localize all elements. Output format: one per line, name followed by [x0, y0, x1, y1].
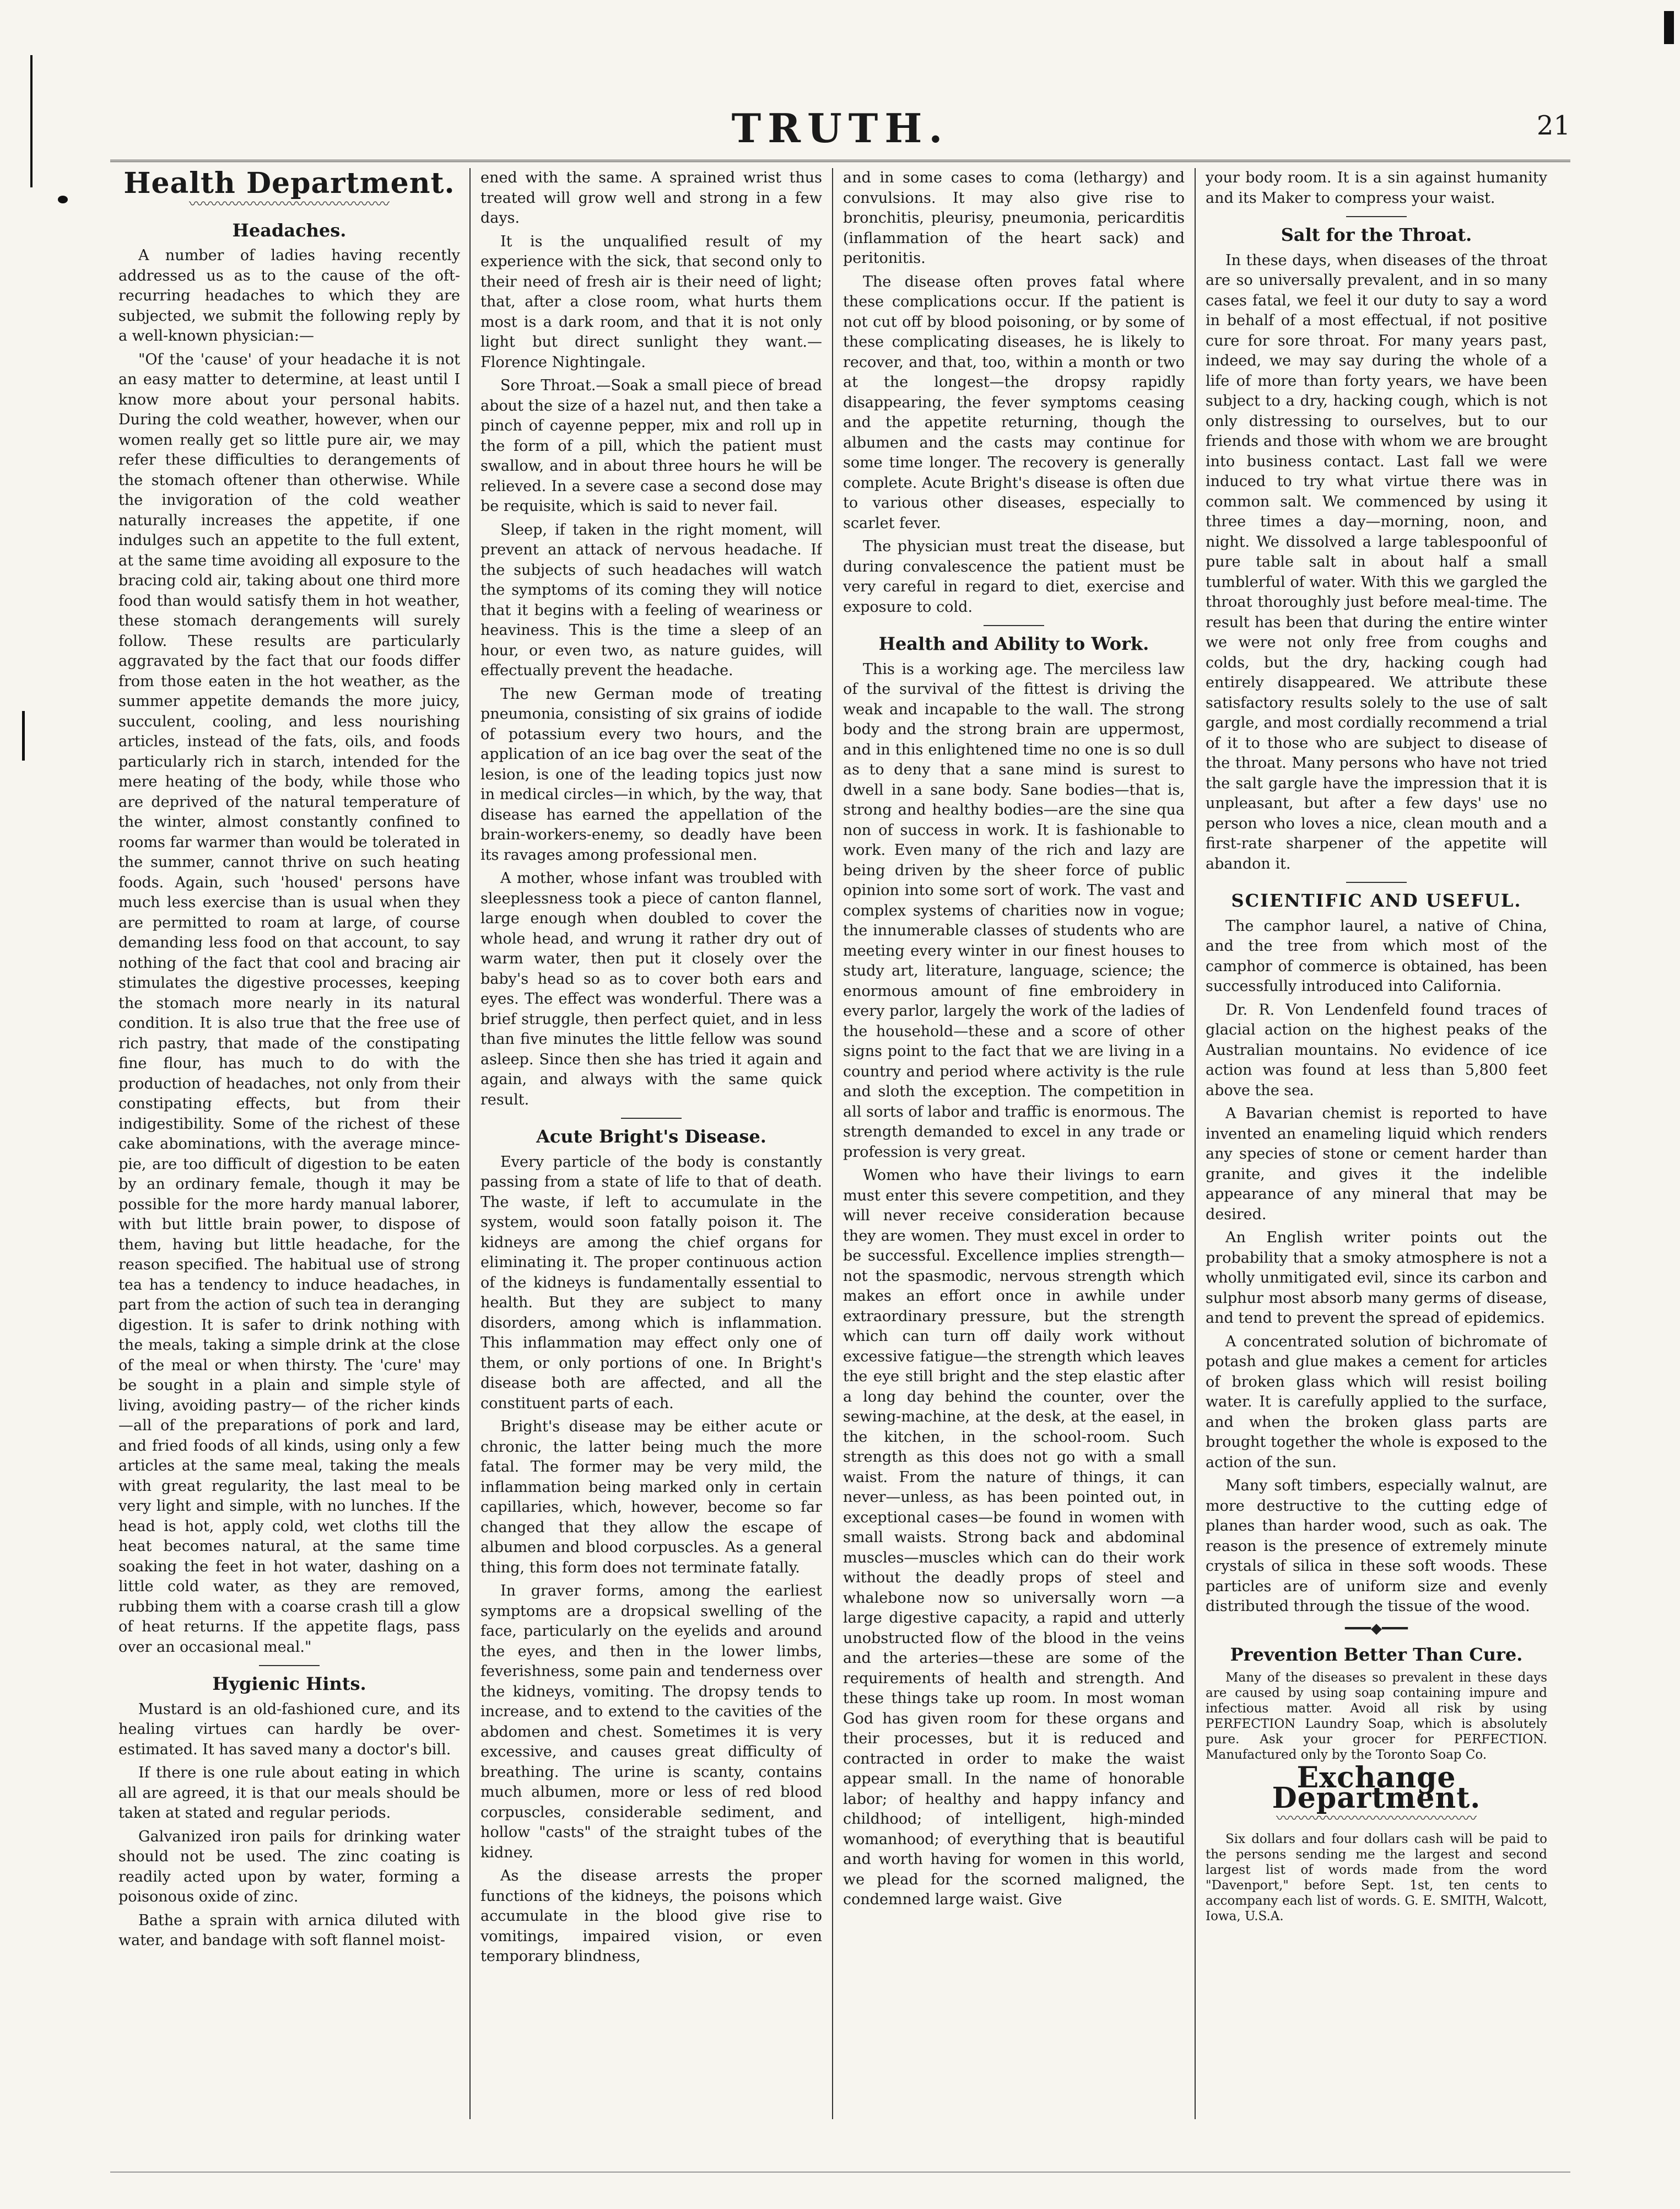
- column-3: [843, 168, 1185, 2130]
- bottom-rule: [110, 2172, 1570, 2173]
- continued-para: your body room. It is a sin against humanity and its Maker to compress your waist.: [1206, 169, 1547, 207]
- salt-para: In these days, when diseases of the throat are so universally prevalent, and in so many cases fatal, we feel it our duty to say a word in behalf of a most effectual, if not positive cure for sore throat. For many years past, indeed, we may say during the whole of a life of more than forty years, we have been subject to a dry, hacking cough, which is not only distressing to ourselves, but to our friends and those with whom we are brought into business contact. Last fall we were induced to try what virtue there was in common salt. We commenced by using it three times a day—morning, noon, and night. We dissolved a large tablespoonful of pure table salt in about half a small tumblerful of water. With this we gargled the throat thoroughly just before meal-time. The result has been that during the entire winter we were not only free from coughs and colds, but the dry, hacking cough had entirely disappeared. We attribute these satisfactory results solely to the use of salt gargle, and most cordially recommend a trial of it to those who are subject to disease of the throat. Many persons who have not tried the salt gargle have the impression that it is unpleasant, but after a few days' use no person who loves a nice, clean mouth and a first-rate sharpener of the appetite will abandon it.: [1206, 251, 1547, 872]
- health-tip-para: A mother, whose infant was troubled with sleeplessness took a piece of canton flannel, large enough when doubled to cover the whole head, and wrung it rather dry out of warm water, then put it closely over the baby's head so as to cover both ears and eyes. The effect was wonderful. There was a brief struggle, then perfect quiet, and in less than five minutes the little fellow was sound asleep. Since then she has tried it again and again, and always with the same quick result.: [480, 870, 822, 1108]
- bullet-dot-icon: [58, 196, 68, 203]
- section-rule: [1346, 882, 1407, 883]
- section-rule: [984, 625, 1044, 626]
- work-para: Women who have their livings to earn must enter this severe competition, and they will never receive consideration because they are women. They must excel in order to be successful. Excellence implies strength—not the spasmodic, nervous strength which makes an effort once in awhile under extraordinary pressure, but the strength which can turn off daily work without excessive fatigue—the strength which leaves the eye still bright and the step elastic after a long day behind the counter, over the sewing-machine, at the desk, at the easel, in the kitchen, in the school-room. Such strength as this does not go with a small waist. From the nature of things, it can never—unless, as has been pointed out, in exceptional cases—be found in women with small waists. Strong back and abdominal muscles—muscles which can do their work without the deadly props of steel and whalebone now so universally worn —a large digestive capacity, a rapid and utterly unobstructed flow of the blood in the veins and the arteries—these are some of the requirements of health and strength. And these things take up room. In most woman God has given room for these organs and their processes, but it is reduced and contracted in order to make the waist appear small. In the name of honorable labor; of healthy and happy infancy and childhood; of intelligent, high-minded womanhood; of everything that is beautiful and worth having for women in this world, we plead for the scorned maligned, the condemned large waist. Give: [843, 1167, 1185, 1908]
- scientific-para: Dr. R. Von Lendenfeld found traces of glacial action on the highest peaks of the Australian mountains. No evidence of ice action was found at less than 5,800 feet above the sea.: [1206, 1001, 1547, 1099]
- prevention-ad-text: Many of the diseases so prevalent in these days are caused by using soap containing impure and infectious matter. Avoid all risk by using PERFECTION Laundry Soap, which is absolutely pure. Ask your grocer for PERFECTION. Manufactured only by the Toronto Soap Co.: [1206, 1671, 1547, 1762]
- column-divider-3: [1195, 168, 1196, 2119]
- headaches-intro: A number of ladies having recently addressed us as to the cause of the oft-recurring headaches to which they are subjected, we submit the following reply by a well-known physician:—: [118, 247, 460, 344]
- exchange-notice-text: Six dollars and four dollars cash will be paid to the persons sending me the largest and second largest list of words made from the word "Davenport," before Sept. 1st, ten cents to accompany each list of words. G. E. SMITH, Walcott, Iowa, U.S.A.: [1206, 1832, 1547, 1924]
- section-rule: [621, 1118, 682, 1119]
- scientific-para: A Bavarian chemist is reported to have invented an enameling liquid which renders any species of stone or cement harder than granite, and gives it the indelible appearance of any mineral that may be desired.: [1206, 1105, 1547, 1223]
- salt-throat-heading: Salt for the Throat.: [1281, 224, 1472, 245]
- brights-disease-heading: Acute Bright's Disease.: [536, 1126, 766, 1147]
- header-rule: [110, 160, 1570, 162]
- brights-para: In graver forms, among the earliest symptoms are a dropsical swelling of the face, particularly on the eyelids and around the eyes, and then in the lower limbs, feverishness, some pain and tenderness over the kidneys, vomiting. The dropsy tends to increase, and to extend to the cavities of the abdomen and chest. Sometimes it is very excessive, and causes great difficulty of breathing. The urine is scanty, contains much albumen, more or less of red blood corpuscles, considerable sediment, and hollow "casts" of the straight tubes of the kidney.: [480, 1582, 822, 1861]
- margin-scan-mark: [22, 711, 25, 761]
- brights-para: Every particle of the body is constantly passing from a state of life to that of death. The waste, if left to accumulate in the system, would soon fatally poison it. The kidneys are among the chief organs for eliminating it. The proper continuous action of the kidneys is fundamentally essential to health. But they are subject to many disorders, among which is inflammation. This inflammation may effect only one of them, or only portions of one. In Bright's disease both are affected, and all the constituent parts of each.: [480, 1153, 822, 1412]
- scientific-para: Many soft timbers, especially walnut, are more destructive to the cutting edge of planes than harder wood, such as oak. The reason is the presence of extremely minute crystals of silica in these soft woods. These particles are of uniform size and evenly distributed through the tissue of the wood.: [1206, 1477, 1547, 1615]
- column-1: [118, 168, 460, 2130]
- masthead: [110, 105, 1570, 154]
- hygienic-hints-heading: Hygienic Hints.: [212, 1673, 366, 1694]
- health-department-title: Health Department.: [123, 168, 455, 200]
- ornament-divider-icon: 〰〰〰〰〰〰〰〰〰〰〰〰〰〰: [188, 196, 390, 213]
- margin-scan-mark: [30, 55, 33, 187]
- work-para: This is a working age. The merciless law of the survival of the fittest is driving the weak and incapable to the wall. The strong body and the strong brain are uppermost, and in this enlightened time no one is so dull as to deny that a sane mind is surest to dwell in a sane body. Sane bodies—that is, strong and healthy bodies—are the sine qua non of success in work. It is fashionable to work. Even many of the rich and lazy are being driven by the sheer force of public opinion into some sort of work. The vast and complex systems of charities now in vogue; the innumerable classes of students who are meeting every winter in our finest houses to study art, literature, language, science; the enormous amount of fine embroidery in every parlor, largely the work of the ladies of the household—these and a score of other signs point to the fact that we are living in a country and period where activity is the rule and sloth the exception. The competition in all sorts of labor and traffic is enormous. The strength demanded to excel in any trade or profession is very great.: [843, 660, 1185, 1161]
- hygienic-para: Mustard is an old-fashioned cure, and its healing virtues can hardly be over-estimated. It has saved many a doctor's bill.: [118, 1700, 460, 1758]
- brights-para: The disease often proves fatal where these complications occur. If the patient is not cut off by blood poisoning, or by some of these complicating diseases, he is likely to recover, and that, too, within a month or two at the longest—the dropsy rapidly disappearing, the fever symptoms ceasing and the appetite returning, though the albumen and the casts may continue for some time longer. The recovery is generally complete. Acute Bright's disease is often due to various other diseases, especially to scarlet fever.: [843, 273, 1185, 532]
- headaches-heading: Headaches.: [232, 219, 347, 241]
- brights-para: As the disease arrests the proper functions of the kidneys, the poisons which accumulate in the blood give rise to vomitings, impaired vision, or even temporary blindness,: [480, 1867, 822, 1965]
- health-tip-para: Sleep, if taken in the right moment, will prevent an attack of nervous headache. If the subjects of such headaches will watch the symptoms of its coming they will notice that it begins with a feeling of weariness or heaviness. This is the time a sleep of an hour, or even two, as nature guides, will effectually prevent the headache.: [480, 521, 822, 679]
- prevention-heading: Prevention Better Than Cure.: [1230, 1644, 1523, 1665]
- ornament-divider-icon: ━━━◆━━━: [1345, 1620, 1408, 1637]
- scientific-para: A concentrated solution of bichromate of potash and glue makes a cement for articles of broken glass which will resist boiling water. It is carefully applied to the surface, and when the broken glass parts are brought together the whole is exposed to the action of the sun.: [1206, 1333, 1547, 1471]
- health-tip-para: It is the unqualified result of my experience with the sick, that second only to their need of fresh air is their need of light; that, after a close room, what hurts them most is a dark room, and that it is not only light but direct sunlight they want.—Florence Nightingale.: [480, 233, 822, 371]
- column-2: [480, 168, 822, 2130]
- hygienic-para: Galvanized iron pails for drinking water should not be used. The zinc coating is readily acted upon by water, forming a poisonous oxide of zinc.: [118, 1828, 460, 1905]
- health-tip-para: The new German mode of treating pneumonia, consisting of six grains of iodide of potassium every two hours, and the application of an ice bag over the seat of the lesion, is one of the leading topics just now in medical circles—in which, by the way, that disease has earned the appellation of the brain-workers-enemy, so deadly have been its ravages among professional men.: [480, 685, 822, 864]
- column-divider-1: [469, 168, 471, 2119]
- section-rule: [259, 1665, 320, 1666]
- brights-para: The physician must treat the disease, but during convalescence the patient must be very careful in regard to diet, exercise and exposure to cold.: [843, 538, 1185, 616]
- health-tip-para: Sore Throat.—Soak a small piece of bread about the size of a hazel nut, and then take a pinch of cayenne pepper, mix and roll up in the form of a pill, which the patient must swallow, and in about three hours he will be relieved. In a severe case a second dose may be requisite, which is said to never fail.: [480, 377, 822, 515]
- section-rule: [1346, 216, 1407, 217]
- margin-scan-mark: [1664, 11, 1674, 44]
- health-work-heading: Health and Ability to Work.: [878, 633, 1149, 654]
- scientific-useful-heading: SCIENTIFIC AND USEFUL.: [1231, 890, 1522, 911]
- continued-para: and in some cases to coma (lethargy) and convulsions. It may also give rise to bronchitis, pleurisy, pneumonia, pericarditis (inflammation of the heart sack) and peritonitis.: [843, 169, 1185, 267]
- scientific-para: An English writer points out the probability that a smoky atmosphere is not a wholly unmitigated evil, since its carbon and sulphur most absorb many germs of disease, and tend to prevent the spread of epidemics.: [1206, 1229, 1547, 1327]
- brights-para: Bright's disease may be either acute or chronic, the latter being much the more fatal. The former may be very mild, the inflammation being marked only in certain capillaries, which, however, become so far changed that they allow the escape of albumen and blood corpuscles. As a general thing, this form does not terminate fatally.: [480, 1418, 822, 1576]
- column-4: [1206, 168, 1547, 2130]
- page-number: 21: [1536, 110, 1570, 141]
- column-divider-2: [832, 168, 833, 2119]
- continued-para: ened with the same. A sprained wrist thus treated will grow well and strong in a few days.: [480, 169, 822, 227]
- masthead-title: TRUTH.: [731, 105, 949, 152]
- scientific-para: The camphor laurel, a native of China, and the tree from which most of the camphor of commerce is obtained, has been successfully introduced into California.: [1206, 917, 1547, 995]
- exchange-department-title: Exchange Department.: [1272, 1761, 1481, 1815]
- hygienic-para: If there is one rule about eating in which all are agreed, it is that our meals should be taken at stated and regular periods.: [118, 1764, 460, 1822]
- hygienic-para: Bathe a sprain with arnica diluted with water, and bandage with soft flannel moist-: [118, 1911, 460, 1949]
- headaches-body: "Of the 'cause' of your headache it is not an easy matter to determine, at least until I know more about your personal habits. During the cold weather, however, when our women really get so little pure air, we may refer these difficulties to derangements of the stomach oftener than otherwise. While the invigoration of the cold weather naturally increases the appetite, if one indulges such an appetite to the full extent, at the same time avoiding all exposure to the bracing cold air, taking about one third more food than would satisfy them in hot weather, these stomach derangements will surely follow. These results are particularly aggravated by the fact that our foods differ from those eaten in the hot weather, as the summer appetite demands the more juicy, succulent, cooling, and less nourishing articles, instead of the fats, oils, and foods particularly rich in starch, intended for the mere heating of the body, while those who are deprived of the natural temperature of the winter, almost constantly confined to rooms far warmer than would be tolerated in the summer, cannot thrive on such heating foods. Again, such 'housed' persons have much less exercise than is usual when they are permitted to roam at large, of course demanding less food on that account, to say nothing of the fact that cool and bracing air stimulates the digestive processes, keeping the stomach more nearly in its natural condition. It is also true that the free use of rich pastry, that made of the constipating fine flour, has much to do with the production of headaches, not only from their constipating effects, but from their indigestibility. Some of the richest of these cake abominations, with the average mince-pie, are too difficult of digestion to be eaten by an ordinary female, though it may be possible for the more hardy manual laborer, with but little brain power, to dispose of them, having but little headache, for the reason specified. The habitual use of strong tea has a tendency to induce headaches, in part from the action of such tea in deranging digestion. It is safer to drink nothing with the meals, taking a simple drink at the close of the meal or when thirsty. The 'cure' may be sought in a plain and simple style of living, avoiding pastry— of the richer kinds —all of the preparations of pork and lard, and fried foods of all kinds, using only a few articles at the same meal, taking the meals with great regularity, the last meal to be very light and simple, with no lunches. If the head is hot, apply cold, wet cloths till the heat becomes natural, at the same time soaking the feet in hot water, dashing on a little cold water, as they are removed, rubbing them with a coarse crash till a glow of heat returns. If the appetite flags, pass over an occasional meal.": [118, 351, 460, 1656]
- ornament-divider-icon: 〰〰〰〰〰〰〰〰〰〰〰〰〰〰: [1276, 1811, 1477, 1827]
